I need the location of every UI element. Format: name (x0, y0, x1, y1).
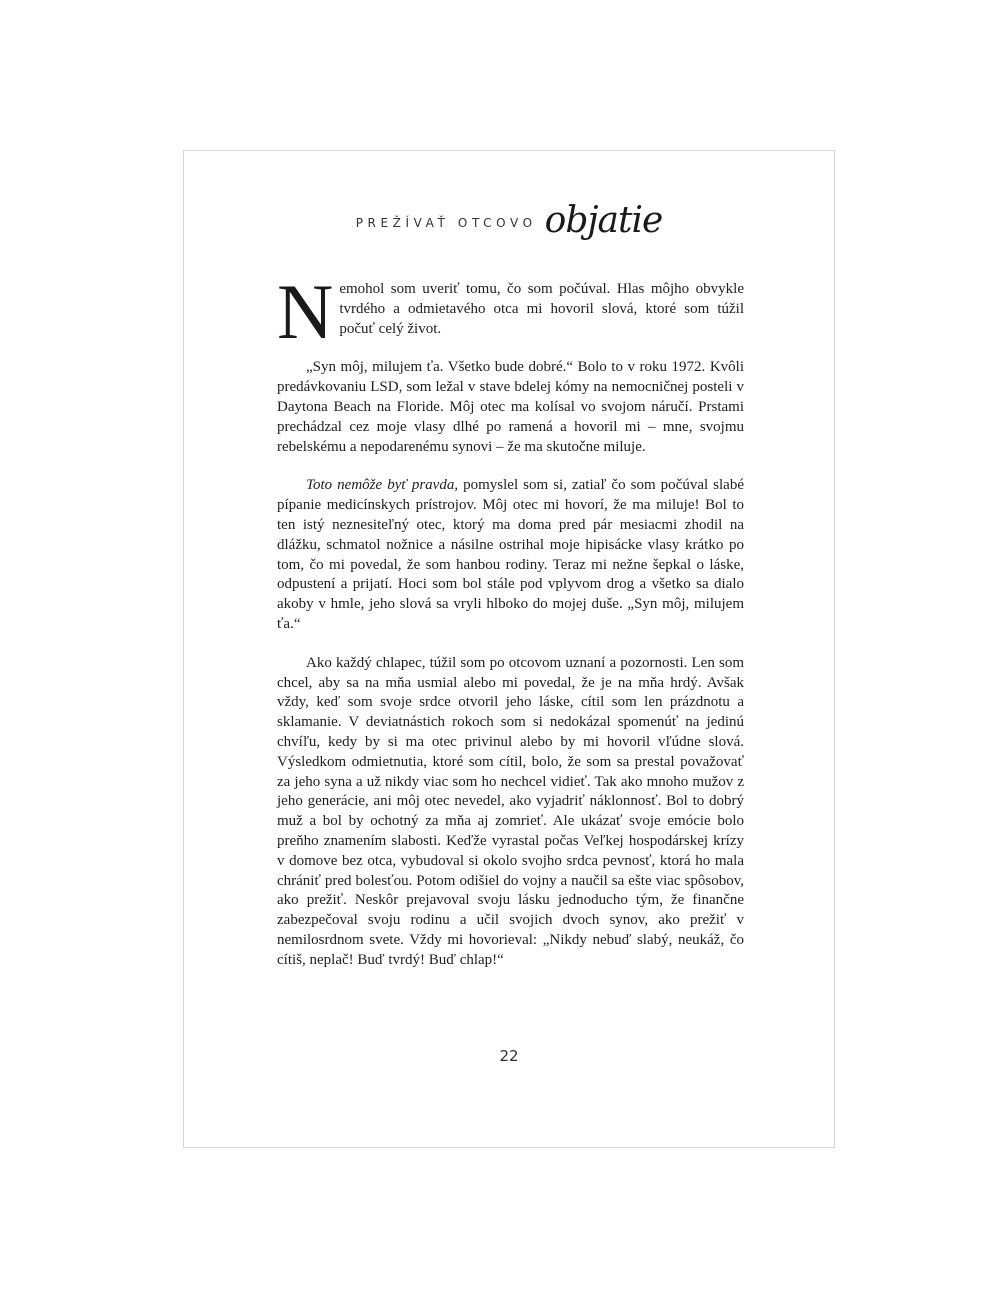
page-number: 22 (499, 1047, 519, 1065)
running-header-script-word: objatie (544, 200, 663, 241)
running-header-caps: PREŽÍVAŤ OTCOVO (355, 215, 537, 230)
body-text (277, 268, 745, 971)
paragraph-4: Ako každý chlapec, túžil som po otcovom uznaní a pozornosti. Len som chcel, aby sa na mňa usmial alebo mi povedal, že je na mňa hrdý. Avšak vždy, keď som svoje srdce otvoril jeho láske, cítil som len prázdnotu a sklamanie. V deviatnástich rokoch som si nedokázal spomenúť na jedinú chvíľu, kedy by si ma otec privinul alebo by mi hovoril vľúdne slová. Výsledkom odmietnutia, ktoré som cítil, bolo, že som sa prestal považovať za jeho syna a už nikdy viac som ho nechcel vidieť. Tak ako mnoho mužov z jeho generácie, ani môj otec nevedel, ako vyjadriť náklonnosť. Bol to dobrý muž a bol by ochotný za mňa aj zomrieť. Ale ukázať svoje emócie bolo preňho znamením slabosti. Keďže vyrastal počas Veľkej hospodárskej krízy v domove bez otca, vybudoval si okolo svojho srdca pevnosť, ktorá ho mala chrániť pred bolesťou. Potom odišiel do vojny a naučil sa ešte viac spôsobov, ako prežiť. Neskôr prejavoval svoju lásku jednoducho tým, že finančne zabezpečoval svoju rodinu a učil svojich dvoch synov, ako prežiť v nemilosrdnom svete. Vždy mi hovorieval: „Nikdy nebuď slabý, neukáž, čo cítiš, neplač! Buď tvrdý! Buď chlap!“ (277, 654, 744, 968)
opening-paragraph (277, 268, 744, 355)
paragraph-3-italic-lead: Toto nemôže byť pravda, (306, 477, 459, 494)
drop-cap: N (277, 268, 334, 355)
paragraph-2: „Syn môj, milujem ťa. Všetko bude dobré.“ Bolo to v roku 1972. Kvôli predávkovaniu LSD, som ležal v stave bdelej kómy na nemocničnej posteli v Daytona Beach na Floride. Môj otec ma kolísal vo svojom náručí. Prstami prechádzal cez moje vlasy dlhé po ramená a hovoril mi – mne, svojmu rebelskému a nepodarenému synovi – že ma skutočne miluje. (277, 359, 744, 455)
paragraph-3-text: pomyslel som si, zatiaľ čo som počúval slabé pípanie medicínskych prístrojov. Môj otec mi hovorí, že ma miluje! Bol to ten istý neznesiteľný otec, ktorý ma doma pred pár mesiacmi zhodil na dlážku, schmatol nožnice a násilne ostrihal moje hipisácke vlasy krátko po tom, čo mi povedal, že som hanbou rodiny. Teraz mi nežne šepkal o láske, odpustení a prijatí. Hoci som bol stále pod vplyvom drog a všetko sa dialo akoby v hmle, jeho slová sa vryli hlboko do mojej duše. „Syn môj, milujem ťa.“ (277, 477, 745, 632)
opening-paragraph-text: emohol som uveriť tomu, čo som počúval. Hlas môjho obvykle tvrdého a odmietavého otca mi hovoril slová, ktoré som túžil počuť celý život. (339, 281, 744, 337)
running-header (183, 200, 835, 241)
paragraph-3 (277, 476, 744, 634)
